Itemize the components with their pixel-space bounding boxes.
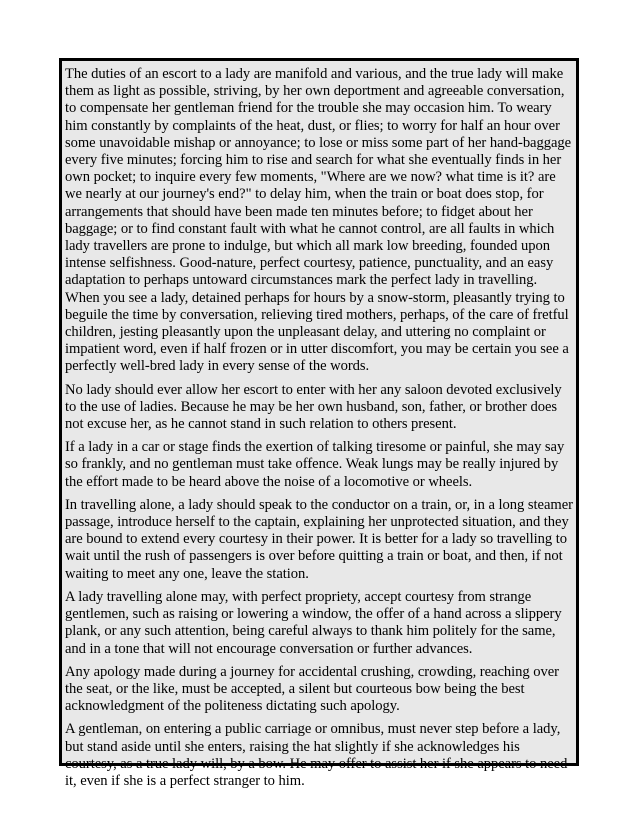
paragraph-apology: Any apology made during a journey for accidental crushing, crowding, reaching over the seat, or the like, must be accepted, a silent but courteous bow being the best acknowledgment of the politeness dictating such apology. — [65, 663, 559, 715]
paragraph-ladies-saloon: No lady should ever allow her escort to enter with her any saloon devoted exclusively to the use of ladies. Because he may be her own husband, son, father, or brother does not excuse her, as he cannot stand in such relation to others present. — [65, 381, 562, 433]
paragraph-travelling-alone: In travelling alone, a lady should speak to the conductor on a train, or, in a long steamer passage, introduce herself to the captain, explaining her unprotected situation, and they are bound to extend every courtesy in their power. It is better for a lady so travelling to wait until the rush of passengers is over before quitting a train or boat, and then, if not waiting to meet any one, leave the station. — [65, 496, 573, 582]
text-box — [59, 58, 579, 789]
paragraph-escort-duties: The duties of an escort to a lady are manifold and various, and the true lady will make them as light as possible, striving, by her own deportment and agreeable conversation, to compensate her gentleman friend for the trouble she may occasion him. To weary him constantly by complaints of the heat, dust, or flies; to worry for half an hour over some unavoidable mishap or annoyance; to lose or miss some part of her hand-baggage every five minutes; forcing him to rise and search for what she eventually finds in her own pocket; to inquire every few moments, "Where are we now? what time is it? are we nearly at our journey's end?" to delay him, when the train or boat does stop, for arrangements that should have been made ten minutes before; to fidget about her baggage; or to find constant fault with what he cannot control, are all faults in which lady travellers are prone to indulge, but which all mark low breeding, founded upon intense selfishness. Good-nature, perfect courtesy, patience, punctuality, and an easy adaptation to perhaps untoward circumstances mark the perfect lady in travelling. When you see a lady, detained perhaps for hours by a snow-storm, pleasantly trying to beguile the time by conversation, relieving tired mothers, perhaps, of the care of fretful children, jesting pleasantly upon the unpleasant delay, and uttering no complaint or impatient word, even if half frozen or in utter discomfort, you may be certain you see a perfectly well-bred lady in every sense of the words. — [65, 66, 572, 375]
paragraph-talking-exertion: If a lady in a car or stage finds the exertion of talking tiresome or painful, she may say so frankly, and no gentleman must take offence. Weak lungs may be really injured by the effort made to be heard above the noise of a locomotive or wheels. — [65, 439, 565, 490]
paragraph-gentleman-entering: A gentleman, on entering a public carriage or omnibus, must never step before a lady, but stand aside until she enters, raising the hat slightly if she acknowledges his courtesy, as a true lady will, by a bow. He may offer to assist her if she appears to need it, even if she is a perfect stranger to him. — [65, 721, 568, 789]
paragraph-accept-courtesy: A lady travelling alone may, with perfect propriety, accept courtesy from strange gentlemen, such as raising or lowering a window, the offer of a hand across a slippery plank, or any such attention, being careful always to thank him politely for the same, and in a tone that will not encourage conversation or further advances. — [65, 588, 562, 657]
